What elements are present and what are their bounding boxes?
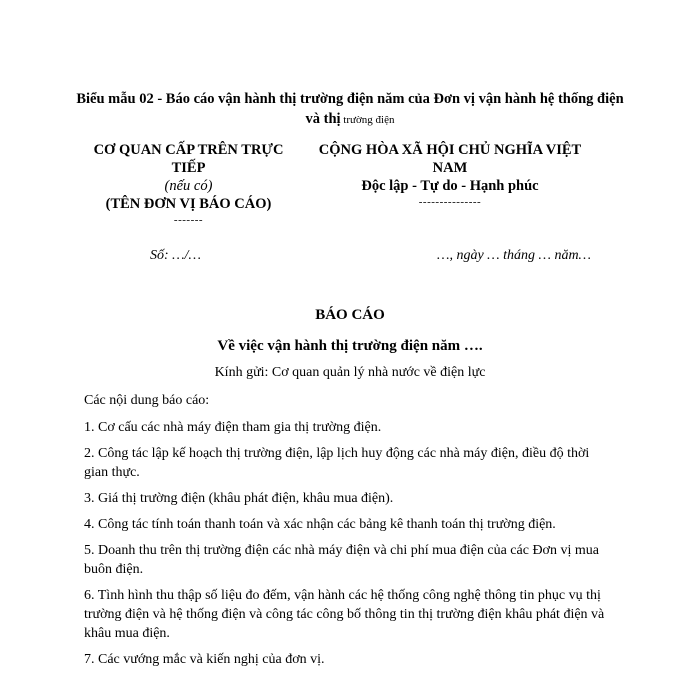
report-subtitle: Về việc vận hành thị trường điện năm …. [217,338,483,354]
form-title-bold: Biểu mẫu 02 - Báo cáo vận hành thị trường điện năm của Đơn vị vận hành hệ thống điện và thị [76,91,624,127]
content-item: 4. Công tác tính toán thanh toán và xác nhận các bảng kê thanh toán thị trường điện. [84,517,556,532]
right-separator: --------------- [418,196,482,208]
report-title: BÁO CÁO [315,307,385,323]
agency-block [76,141,301,227]
national-motto: Độc lập - Tự do - Hạnh phúc [361,178,539,194]
reporting-unit: (TÊN ĐƠN VỊ BÁO CÁO) [105,196,272,212]
form-title [70,89,630,130]
content-item: 2. Công tác lập kế hoạch thị trường điện, lập lịch huy động các nhà máy điện, điều độ thời gian thực. [84,446,590,480]
content-intro: Các nội dung báo cáo: [84,393,210,408]
form-title-small: trường điện [340,114,395,126]
content-item: 7. Các vướng mắc và kiến nghị của đơn vị. [84,652,325,667]
content-item: 1. Cơ cấu các nhà máy điện tham gia thị trường điện. [84,420,382,435]
if-any-note: (nếu có) [164,178,213,194]
content-item: 3. Giá thị trường điện (khâu phát điện, khâu mua điện). [84,491,394,506]
report-content [84,391,614,676]
content-item: 5. Doanh thu trên thị trường điện các nhà máy điện và chi phí mua điện của các Đơn vị mua buôn điện. [84,543,599,577]
document-number: Số: …/… [150,248,201,263]
national-header [305,141,595,209]
country-name: CỘNG HÒA XÃ HỘI CHỦ NGHĨA VIỆT NAM [318,142,582,176]
content-item: 6. Tình hình thu thập số liệu đo đếm, vận hành các hệ thống công nghệ thông tin phục vụ thị trường điện và hệ thống điện và công tác công bố thông tin thị trường điện khâu phát điện và khâu mua điện. [84,588,605,641]
left-separator: ------- [173,214,204,226]
superior-agency: CƠ QUAN CẤP TRÊN TRỰC TIẾP [93,142,284,176]
document-date: …, ngày … tháng … năm… [437,248,592,263]
report-recipient: Kính gửi: Cơ quan quản lý nhà nước về điện lực [214,365,486,380]
